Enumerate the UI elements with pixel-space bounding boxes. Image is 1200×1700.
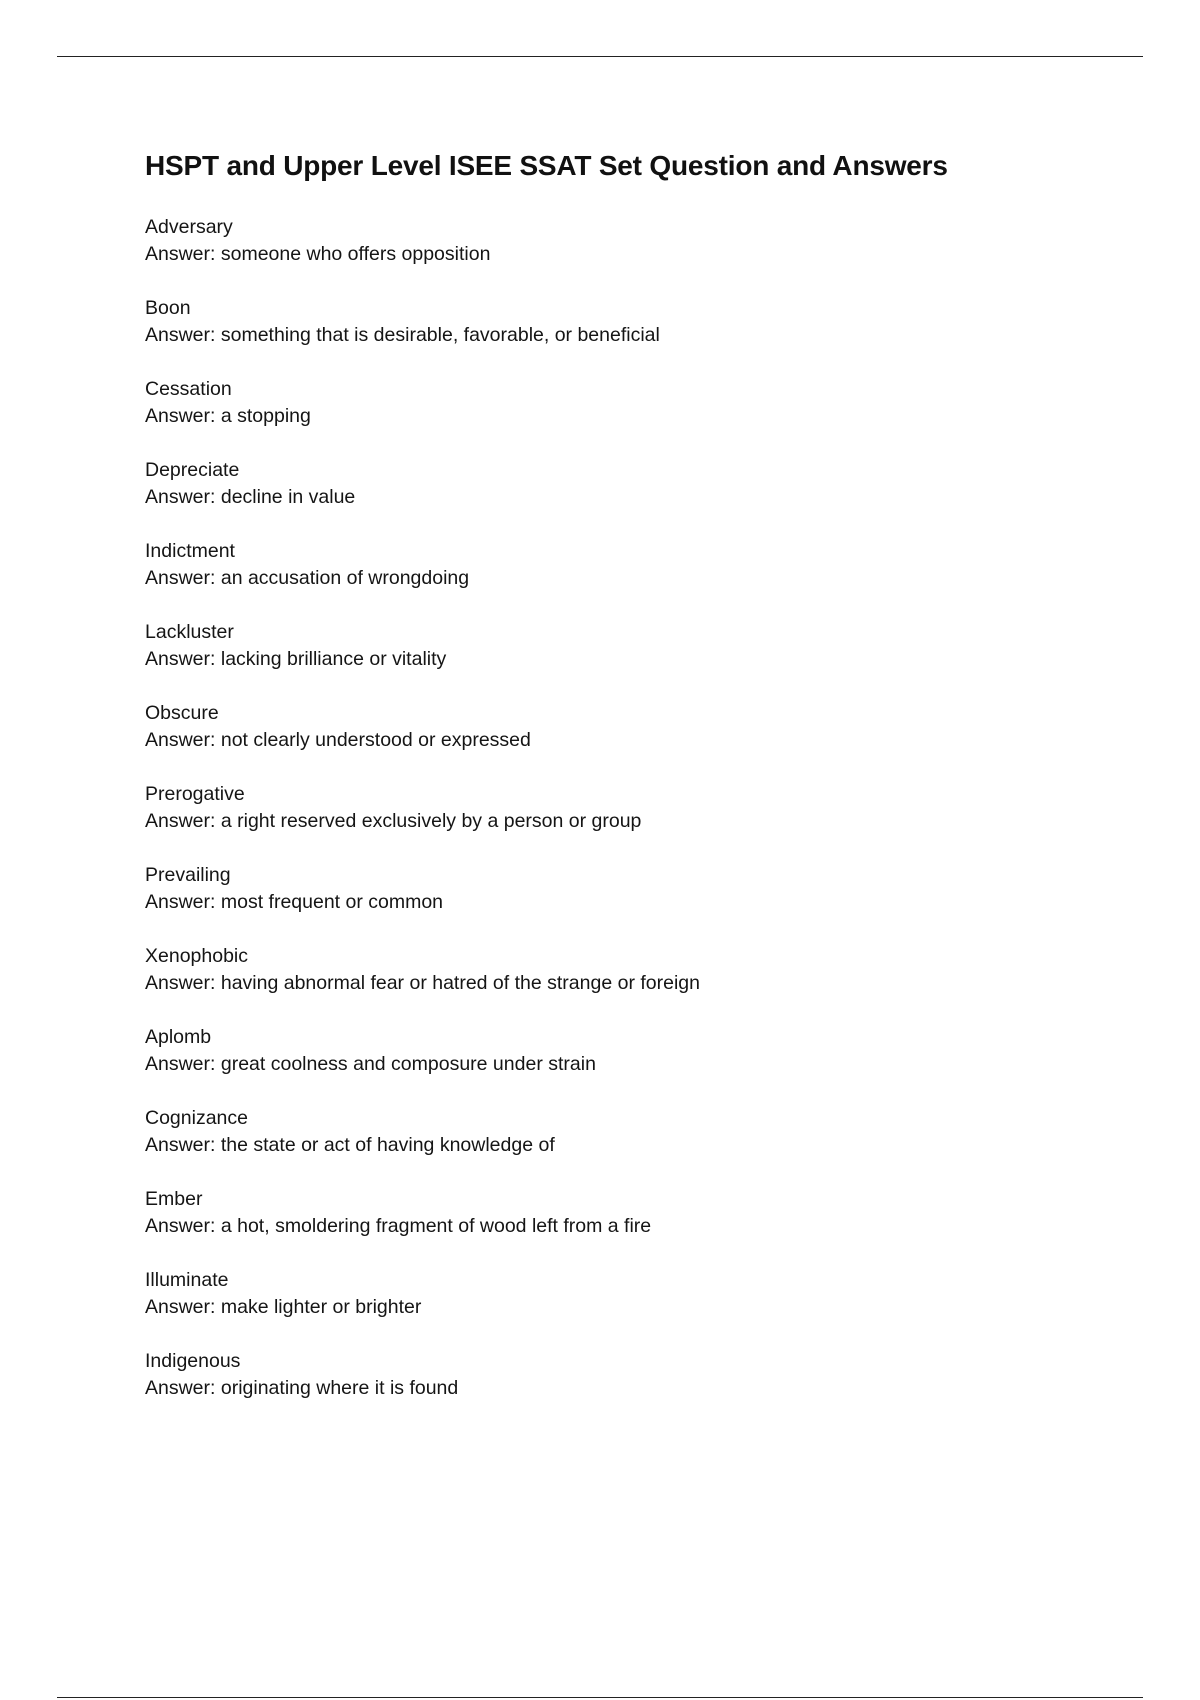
- qa-item: [145, 943, 1105, 997]
- qa-answer: Answer: make lighter or brighter: [145, 1296, 422, 1318]
- qa-answer: Answer: decline in value: [145, 486, 356, 508]
- qa-term: Prerogative: [145, 783, 245, 805]
- qa-term: Depreciate: [145, 459, 240, 481]
- qa-answer: Answer: an accusation of wrongdoing: [145, 567, 470, 589]
- qa-answer: Answer: most frequent or common: [145, 891, 444, 913]
- qa-item: [145, 700, 1105, 754]
- qa-answer: Answer: the state or act of having knowledge of: [145, 1134, 555, 1156]
- qa-item: [145, 862, 1105, 916]
- qa-item: [145, 1105, 1105, 1159]
- qa-answer: Answer: originating where it is found: [145, 1377, 459, 1399]
- footer-rule: [57, 1697, 1143, 1698]
- qa-answer: Answer: having abnormal fear or hatred of the strange or foreign: [145, 972, 700, 994]
- qa-item: [145, 1348, 1105, 1402]
- qa-term: Adversary: [145, 216, 233, 238]
- qa-term: Obscure: [145, 702, 219, 724]
- header-rule: [57, 56, 1143, 57]
- qa-item: [145, 781, 1105, 835]
- qa-term: Indictment: [145, 540, 235, 562]
- qa-term: Prevailing: [145, 864, 231, 886]
- qa-item: [145, 1186, 1105, 1240]
- qa-answer: Answer: lacking brilliance or vitality: [145, 648, 447, 670]
- document-title: HSPT and Upper Level ISEE SSAT Set Question and Answers: [145, 150, 948, 181]
- qa-term: Illuminate: [145, 1269, 229, 1291]
- qa-answer: Answer: great coolness and composure under strain: [145, 1053, 596, 1075]
- qa-term: Xenophobic: [145, 945, 249, 967]
- qa-term: Lackluster: [145, 621, 234, 643]
- qa-item: [145, 619, 1105, 673]
- qa-item: [145, 214, 1105, 268]
- qa-item: [145, 376, 1105, 430]
- qa-answer: Answer: something that is desirable, favorable, or beneficial: [145, 324, 660, 346]
- qa-term: Boon: [145, 297, 191, 319]
- qa-item: [145, 295, 1105, 349]
- qa-item: [145, 538, 1105, 592]
- qa-item: [145, 1267, 1105, 1321]
- qa-answer: Answer: a hot, smoldering fragment of wood left from a fire: [145, 1215, 652, 1237]
- qa-term: Cognizance: [145, 1107, 248, 1129]
- qa-term: Cessation: [145, 378, 232, 400]
- qa-item: [145, 457, 1105, 511]
- qa-item: [145, 1024, 1105, 1078]
- qa-answer: Answer: a right reserved exclusively by a person or group: [145, 810, 642, 832]
- qa-answer: Answer: not clearly understood or expressed: [145, 729, 531, 751]
- qa-term: Ember: [145, 1188, 203, 1210]
- qa-term: Aplomb: [145, 1026, 212, 1048]
- document-body: [145, 146, 1105, 1429]
- qa-term: Indigenous: [145, 1350, 241, 1372]
- qa-answer: Answer: a stopping: [145, 405, 311, 427]
- qa-list: [145, 214, 1105, 1402]
- qa-answer: Answer: someone who offers opposition: [145, 243, 491, 265]
